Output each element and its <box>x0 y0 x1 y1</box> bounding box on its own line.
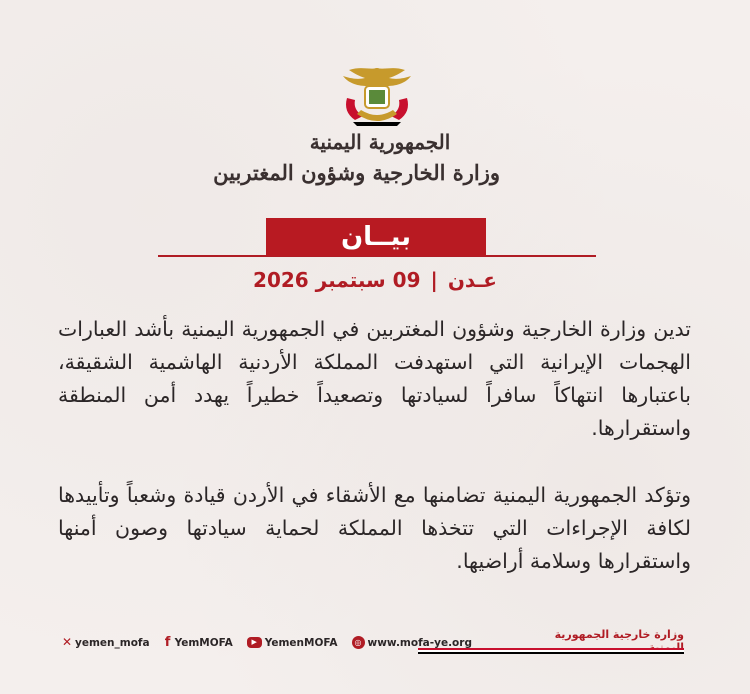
ministry-calligraphy: وزارة الخارجية وشؤون المغتربين <box>213 160 500 185</box>
social-facebook-handle: YemMOFA <box>174 636 233 649</box>
social-website-url: www.mofa-ye.org <box>367 636 472 649</box>
statement-paragraph-1: تدين وزارة الخارجية وشؤون المغتربين في الجمهورية اليمنية بأشد العبارات الهجمات الإيرانية التي استهدفت المملكة الأردنية الهاشمية الشقيقة، باعتبارها انتهاكاً سافراً لسيادتها وتصعيداً خطيراً يهدد أمن المنطقة واستقرارها. <box>58 317 691 440</box>
social-links <box>62 636 472 649</box>
statement-title: بيــان <box>266 218 486 256</box>
youtube-icon: ▶ <box>247 637 262 648</box>
social-youtube-handle: YemenMOFA <box>264 636 338 649</box>
statement-paragraph-2: وتؤكد الجمهورية اليمنية تضامنها مع الأشقاء في الأردن قيادة وشعباً وتأييدها لكافة الإجراءات التي تتخذها المملكة لحماية سيادتها وصون أمنها واستقرارها وسلامة أراضيها. <box>58 483 691 573</box>
globe-icon: ◎ <box>352 636 365 649</box>
facebook-icon: f <box>164 635 171 650</box>
flag-black-stripe <box>418 652 684 654</box>
yemen-flag-stripe <box>418 648 684 654</box>
social-x[interactable] <box>62 636 150 649</box>
yemen-eagle-emblem-icon <box>339 62 415 128</box>
footer-ministry-name: وزارة خارجية الجمهورية <box>554 628 684 641</box>
dateline-city: عـدن <box>447 268 497 292</box>
dateline <box>200 268 550 292</box>
dateline-date: 09 سبتمبر 2026 <box>253 268 421 292</box>
country-calligraphy: الجمهورية اليمنية <box>309 130 451 154</box>
x-icon: ✕ <box>62 635 73 649</box>
social-facebook[interactable] <box>164 636 233 649</box>
dateline-separator: | <box>430 268 438 292</box>
social-youtube[interactable] <box>247 637 338 649</box>
social-x-handle: yemen_mofa <box>75 636 150 649</box>
